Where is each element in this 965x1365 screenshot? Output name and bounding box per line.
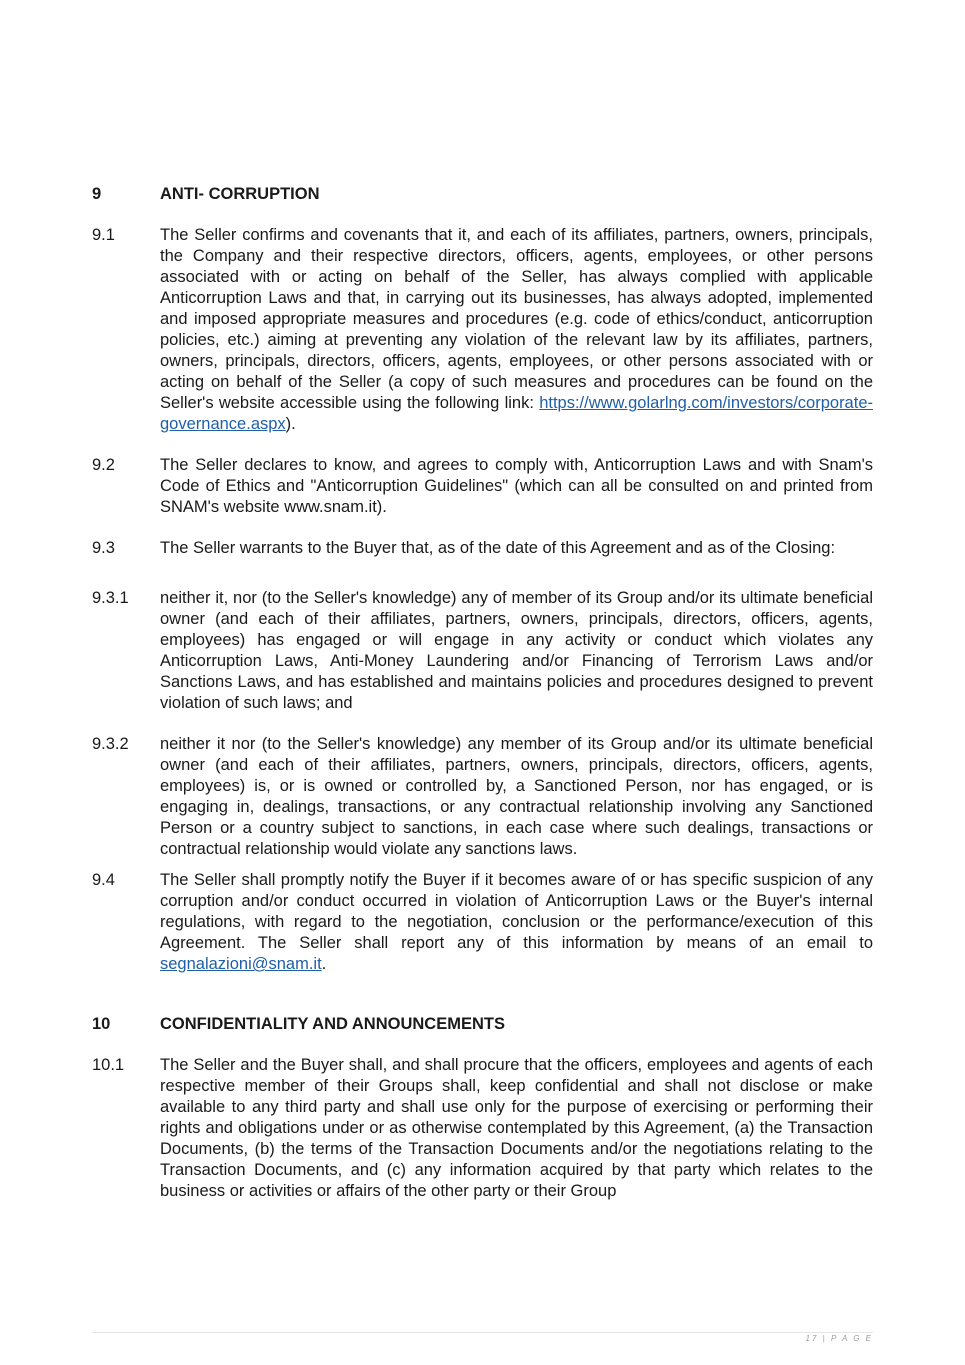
section-title: ANTI- CORRUPTION xyxy=(160,185,320,203)
clause-9-4 xyxy=(92,870,873,975)
clause-text-part: . xyxy=(321,955,327,973)
clause-number: 9.1 xyxy=(92,226,115,244)
clause-text: The Seller declares to know, and agrees to comply with, Anticorruption Laws and with Snam's Code of Ethics and "Anticorruption Guidelines" (which can all be consulted on and printed from SNAM's website www.snam.it). xyxy=(160,456,873,516)
section-number: 9 xyxy=(92,185,102,203)
clause-text-part: The Seller confirms and covenants that it, and each of its affiliates, partners, owners, principals, the Company and their respective directors, officers, agents, employees, or other persons associated with or acting on behalf of the Seller, has always complied with applicable Anticorruption Laws and that, in carrying out its businesses, has always adopted, implemented and imposed appropriate measures and procedures (e.g. code of ethics/conduct, anticorruption policies, etc.) aiming at preventing any violation of the relevant law by its affiliates, partners, owners, principals, directors, officers, agents, employees, or other persons associated with or acting on behalf of the Seller (a copy of such measures and procedures can be found on the Seller's website accessible using the following link: xyxy=(160,226,873,412)
clause-number: 9.3.1 xyxy=(92,589,129,607)
clause-9-1 xyxy=(92,225,873,435)
page-number: 17 xyxy=(805,1334,819,1343)
clause-9-3-2 xyxy=(92,734,873,860)
clause-text xyxy=(160,225,873,435)
governance-link[interactable]: https://www.golarlng.com/investors/corporate-governance.aspx xyxy=(160,394,873,433)
footer-separator: | xyxy=(822,1334,827,1343)
clause-number: 10.1 xyxy=(92,1056,125,1074)
clause-text: The Seller warrants to the Buyer that, as of the date of this Agreement and as of the Closing: xyxy=(160,539,836,557)
clause-number: 9.2 xyxy=(92,456,115,474)
clause-text: neither it, nor (to the Seller's knowledge) any of member of its Group and/or its ultimate beneficial owner (and each of their affiliates, partners, owners, principals, directors, officers, agents, employees) has engaged or will engage in any activity or conduct which violates any Anticorruption Laws, Anti-Money Laundering and/or Financing of Terrorism Laws and/or Sanctions Laws, and has established and maintains policies and procedures designed to prevent violation of such laws; and xyxy=(160,589,873,712)
clause-number: 9.3.2 xyxy=(92,735,129,753)
section-number: 10 xyxy=(92,1015,111,1033)
section-heading-10 xyxy=(92,1014,873,1035)
page-label: P A G E xyxy=(830,1334,873,1343)
clause-text: The Seller and the Buyer shall, and shall procure that the officers, employees and agents of each respective member of their Groups shall, keep confidential and shall not disclose or make available to any third party and shall use only for the purpose of exercising or performing their rights and obligations under or as otherwise contemplated by this Agreement, (a) the Transaction Documents, (b) the terms of the Transaction Documents and/or the negotiations relating to the Transaction Documents, and (c) any information acquired by that party which relates to the business or activities or affairs of the other party or their Group xyxy=(160,1056,873,1200)
clause-9-3 xyxy=(92,538,873,559)
clause-text xyxy=(160,870,873,975)
clause-9-3-1 xyxy=(92,588,873,714)
section-heading-9 xyxy=(92,184,873,205)
clause-9-2 xyxy=(92,455,873,518)
clause-number: 9.4 xyxy=(92,871,115,889)
footer-divider xyxy=(92,1332,873,1333)
page-footer xyxy=(806,1334,873,1343)
clause-text-part: The Seller shall promptly notify the Buyer if it becomes aware of or has specific suspicion of any corruption and/or conduct occurred in violation of Anticorruption Laws or the Buyer's internal regulations, with regard to the negotiation, conclusion or the performance/execution of this Agreement. The Seller shall report any of this information by means of an email to xyxy=(160,871,873,952)
clause-number: 9.3 xyxy=(92,539,115,557)
email-link[interactable]: segnalazioni@snam.it xyxy=(160,955,322,973)
clause-10-1 xyxy=(92,1055,873,1202)
document-body xyxy=(92,184,873,1202)
clause-text: neither it nor (to the Seller's knowledge) any member of its Group and/or its ultimate beneficial owner (and each of their affiliates, partners, owners, principals, directors, officers, agents, employees) is, or is owned or controlled by, a Sanctioned Person, nor has engaged, or is engaging in, dealings, transactions, or any contractual relationship involving any Sanctioned Person or a country subject to sanctions, in each case where such dealings, transactions or contractual relationship would violate any sanctions laws. xyxy=(160,735,873,858)
section-title: CONFIDENTIALITY AND ANNOUNCEMENTS xyxy=(160,1015,505,1033)
clause-text-part: ). xyxy=(285,415,296,433)
